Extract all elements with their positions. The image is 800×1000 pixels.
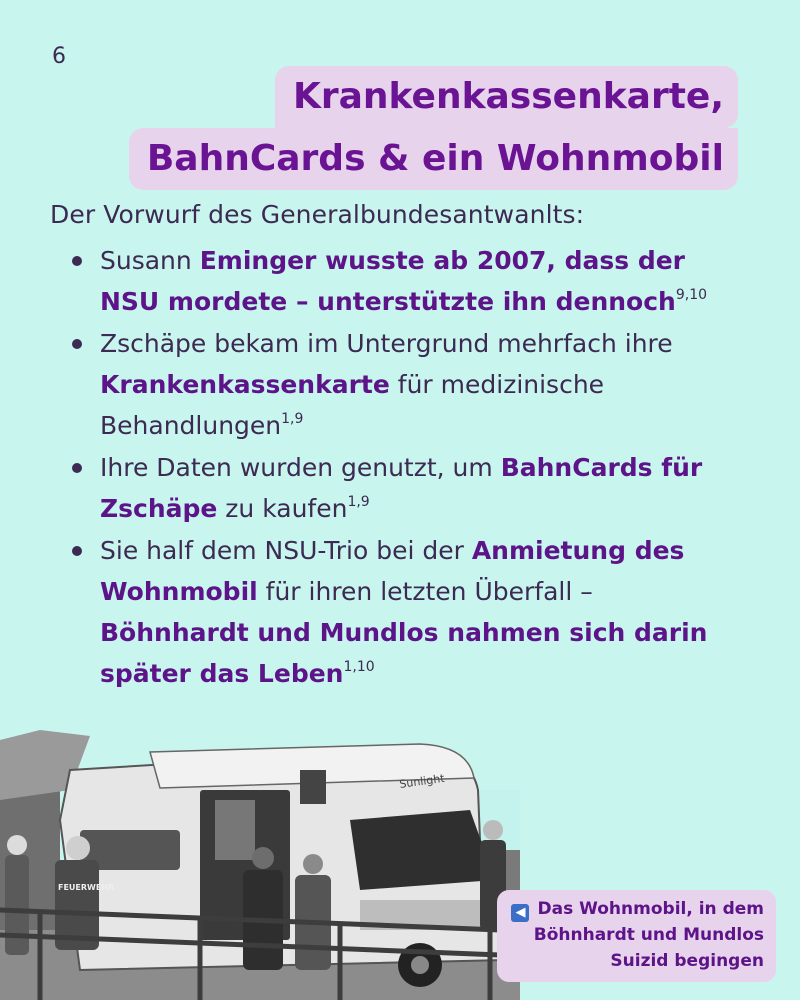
photo-caption	[497, 890, 776, 982]
list-item	[62, 240, 742, 322]
caption-line-3: Suizid begingen	[610, 951, 764, 971]
page-number: 6	[52, 44, 66, 69]
caption-line-2: Böhnhardt und Mundlos	[533, 925, 764, 945]
bullet-bold-text: BahnCards für Zschäpe	[100, 453, 703, 523]
brand-label: Sunlight	[398, 771, 446, 791]
bullet-bold-text: Eminger wusste ab 2007, dass der NSU mordete – unterstützte ihn dennoch	[100, 246, 686, 316]
footnote-ref: 1,9	[281, 410, 304, 427]
accusation-list	[62, 240, 742, 695]
footnote-ref: 1,9	[347, 493, 370, 510]
page-title	[129, 66, 738, 190]
bullet-text: Ihre Daten wurden genutzt, um	[100, 453, 501, 482]
bullet-text: Susann	[100, 246, 200, 275]
bullet-text: Sie half dem NSU-Trio bei der	[100, 536, 472, 565]
list-item	[62, 323, 742, 446]
left-arrow-icon: ◀	[511, 904, 529, 922]
footnote-ref: 9,10	[675, 286, 708, 303]
bullet-bold-text: Böhnhardt und Mundlos nahmen sich darin später das Leben	[100, 618, 708, 688]
footnote-ref: 1,10	[343, 658, 375, 675]
title-line-2: BahnCards & ein Wohnmobil	[129, 128, 738, 190]
caption-line-1: Das Wohnmobil, in dem	[537, 899, 764, 919]
bullet-bold-text: Krankenkassenkarte	[100, 370, 390, 399]
bullet-text: zu kaufen	[217, 494, 348, 523]
intro-text: Der Vorwurf des Generalbundesantwanlts:	[50, 200, 585, 229]
motorhome-photo	[0, 730, 520, 1000]
list-item	[62, 530, 742, 694]
vest-label: FEUERWEHR	[58, 883, 115, 892]
bullet-text: Zschäpe bekam im Untergrund mehrfach ihre	[100, 329, 673, 358]
title-line-1: Krankenkassenkarte,	[275, 66, 738, 128]
bullet-bold-text: Anmietung des Wohnmobil	[100, 536, 685, 606]
list-item	[62, 447, 742, 529]
bullet-text: für medizinische Behandlungen	[100, 370, 605, 440]
bullet-text: für ihren letzten Überfall –	[257, 577, 593, 606]
